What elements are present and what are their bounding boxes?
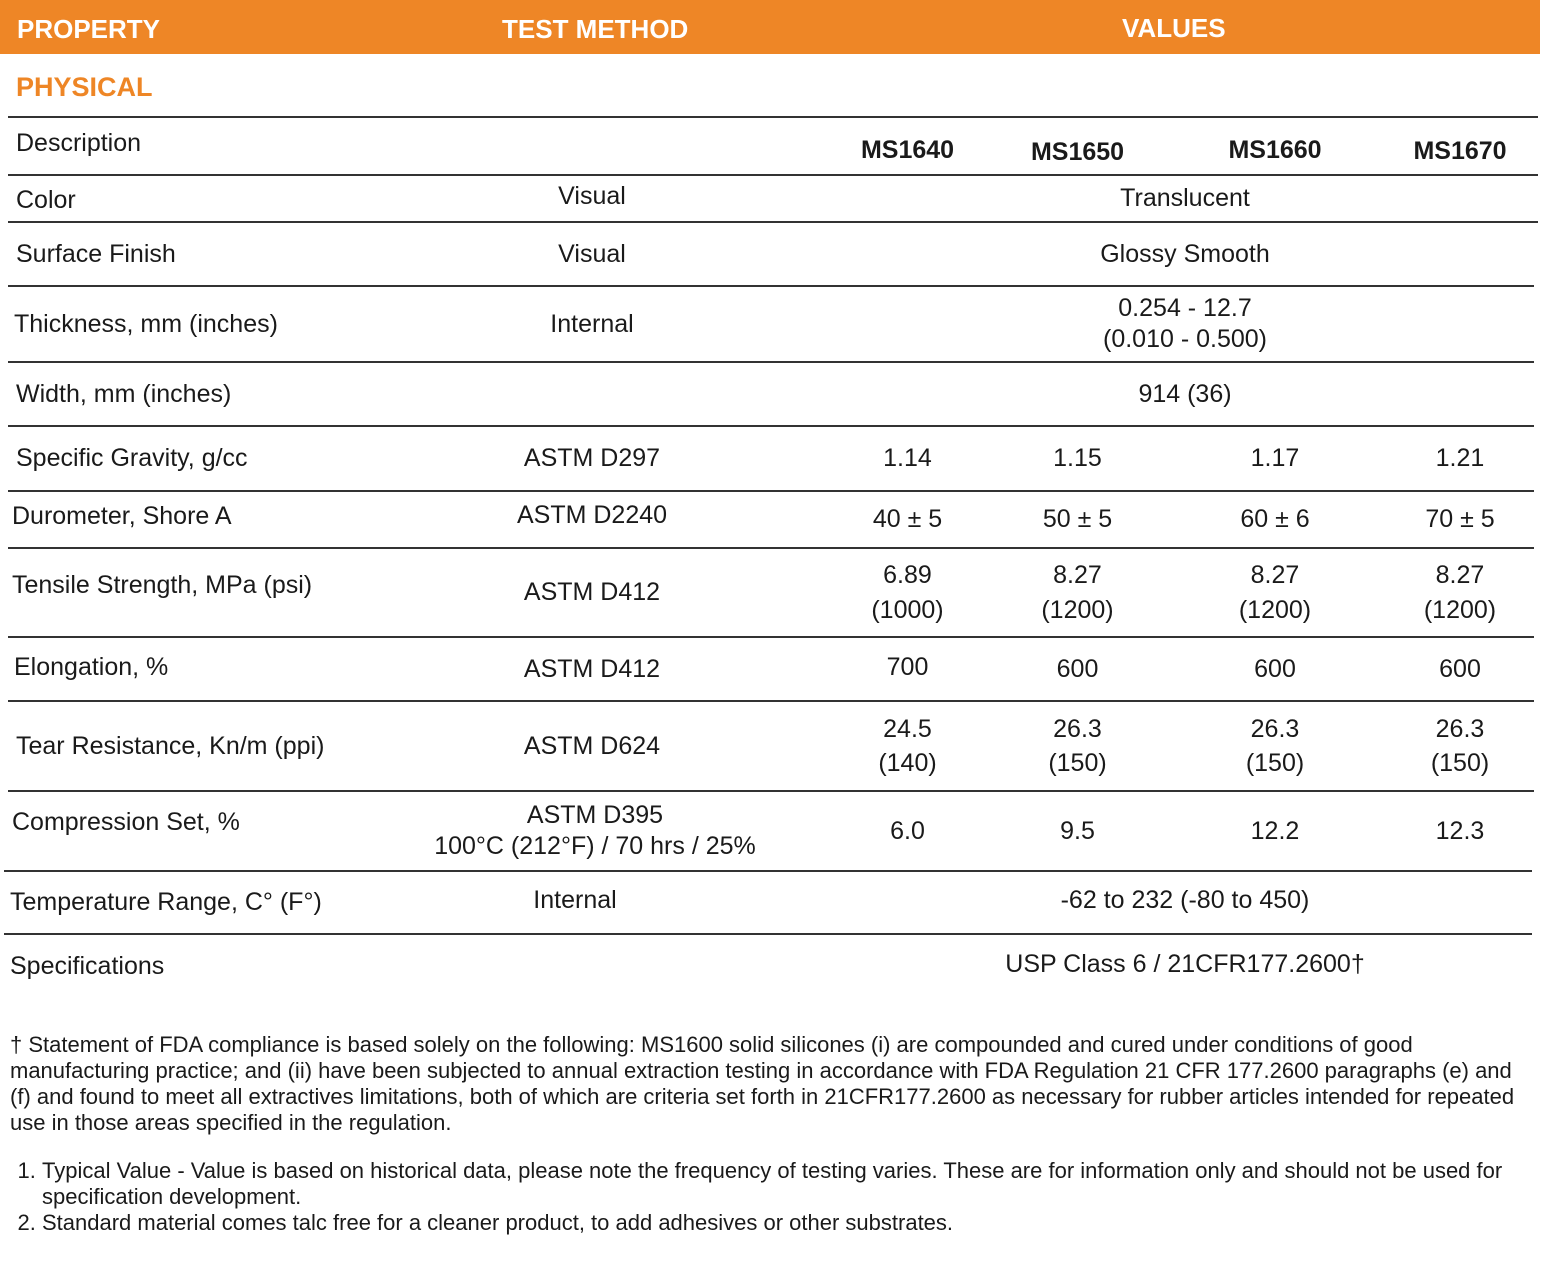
footnotes bbox=[10, 1032, 1534, 1236]
table-row-specific-gravity bbox=[0, 427, 1544, 490]
value-ms1670 bbox=[1390, 702, 1530, 790]
notes-list bbox=[10, 1158, 1534, 1236]
method-line: ASTM D395 bbox=[526, 801, 664, 829]
value-line: 24.5 bbox=[883, 715, 932, 743]
value-line: (0.010 - 0.500) bbox=[1103, 325, 1267, 353]
product-ms1670: MS1670 bbox=[1413, 136, 1507, 165]
test-method: Internal bbox=[533, 886, 617, 914]
value-span bbox=[840, 287, 1530, 361]
value-ms1650: 9.5 bbox=[1060, 816, 1095, 845]
value-ms1660: 600 bbox=[1254, 654, 1296, 683]
product-ms1640: MS1640 bbox=[860, 135, 955, 164]
test-method: Internal bbox=[550, 309, 634, 338]
table-row-temperature-range bbox=[0, 872, 1544, 933]
value-span: USP Class 6 / 21CFR177.2600† bbox=[1005, 949, 1365, 978]
value-line: 8.27 bbox=[1435, 560, 1485, 589]
product-ms1650: MS1650 bbox=[1030, 137, 1125, 166]
note-item: 2. Standard material comes talc free for a cleaner product, to add adhesives or other substrates. bbox=[42, 1210, 1534, 1236]
row-label: Surface Finish bbox=[16, 239, 176, 268]
value-line: (1200) bbox=[1423, 595, 1497, 624]
value-ms1670: 600 bbox=[1439, 654, 1481, 683]
test-method: ASTM D412 bbox=[523, 654, 661, 683]
value-ms1660: 1.17 bbox=[1250, 444, 1300, 472]
table-row-thickness bbox=[0, 287, 1544, 361]
value-line: (1200) bbox=[1041, 595, 1114, 624]
test-method: ASTM D2240 bbox=[516, 501, 668, 529]
value-ms1640: 700 bbox=[886, 652, 929, 681]
value-span: Glossy Smooth bbox=[1100, 239, 1270, 268]
value-line: (1000) bbox=[871, 595, 944, 624]
value-ms1670: 1.21 bbox=[1435, 444, 1485, 472]
value-ms1660 bbox=[1205, 702, 1345, 790]
row-label: Width, mm (inches) bbox=[16, 379, 232, 408]
table-row-specifications bbox=[0, 935, 1544, 997]
row-label: Elongation, % bbox=[14, 652, 169, 681]
value-span: Translucent bbox=[1120, 184, 1250, 212]
value-ms1640: 1.14 bbox=[883, 444, 932, 472]
test-method bbox=[420, 792, 770, 870]
value-line: 6.89 bbox=[883, 560, 932, 589]
value-ms1670 bbox=[1390, 549, 1530, 636]
value-ms1640 bbox=[840, 549, 975, 636]
value-ms1640: 40 ± 5 bbox=[872, 505, 943, 533]
value-span: 914 (36) bbox=[1138, 379, 1232, 408]
table-row-compression-set bbox=[0, 792, 1544, 870]
table-row-width bbox=[0, 363, 1544, 425]
value-line: 26.3 bbox=[1053, 715, 1102, 743]
test-method bbox=[440, 363, 744, 425]
value-ms1650: 600 bbox=[1056, 654, 1099, 683]
row-label: Specifications bbox=[10, 951, 165, 980]
value-line: 8.27 bbox=[1053, 560, 1102, 589]
fda-statement: † Statement of FDA compliance is based solely on the following: MS1600 solid silicones (i) are compounded and cured under conditions of good manufacturing practice; and (ii) have been subjected to annual extraction testing in accordance with FDA Regulation 21 CFR 177.2600 paragraphs (e) and (f) and found to meet all extractives limitations, both of which are criteria set forth in 21CFR177.2600 as necessary for rubber articles intended for repeated use in those areas specified in the regulation. bbox=[10, 1032, 1515, 1135]
row-label: Description bbox=[16, 129, 142, 157]
value-ms1650: 50 ± 5 bbox=[1042, 505, 1113, 533]
value-line: (1200) bbox=[1238, 595, 1312, 624]
row-label: Compression Set, % bbox=[12, 807, 240, 836]
value-line: 26.3 bbox=[1435, 715, 1485, 743]
table-row-tensile-strength bbox=[0, 549, 1544, 636]
row-label: Durometer, Shore A bbox=[12, 502, 232, 530]
value-ms1650 bbox=[1010, 549, 1145, 636]
value-ms1650: 1.15 bbox=[1053, 444, 1102, 472]
value-line: (150) bbox=[1430, 749, 1490, 777]
value-ms1660 bbox=[1205, 549, 1345, 636]
table-row-elongation bbox=[0, 638, 1544, 700]
value-ms1670: 12.3 bbox=[1435, 816, 1485, 845]
table-row-durometer bbox=[0, 492, 1544, 547]
product-ms1660: MS1660 bbox=[1228, 135, 1322, 164]
note-item: 1. Typical Value - Value is based on historical data, please note the frequency of testing varies. These are for information only and should not be used for specification development. bbox=[42, 1158, 1534, 1210]
value-ms1670: 70 ± 5 bbox=[1425, 505, 1495, 533]
table-row-surface-finish bbox=[0, 223, 1544, 285]
test-method: ASTM D412 bbox=[523, 578, 661, 606]
header-values: VALUES bbox=[1122, 13, 1226, 43]
row-label: Specific Gravity, g/cc bbox=[16, 444, 248, 472]
value-line: (150) bbox=[1048, 749, 1107, 777]
row-label: Tear Resistance, Kn/m (ppi) bbox=[16, 731, 325, 760]
test-method: ASTM D297 bbox=[523, 444, 661, 472]
value-line: (140) bbox=[878, 749, 937, 777]
header-test-method: TEST METHOD bbox=[502, 14, 689, 44]
value-line: 26.3 bbox=[1250, 715, 1300, 743]
value-ms1640 bbox=[840, 702, 975, 790]
row-label: Thickness, mm (inches) bbox=[14, 309, 278, 338]
value-ms1660: 60 ± 6 bbox=[1240, 505, 1310, 533]
test-method: Visual bbox=[558, 182, 626, 210]
row-label: Color bbox=[16, 186, 76, 214]
table-header bbox=[0, 0, 1540, 54]
method-line: 100°C (212°F) / 70 hrs / 25% bbox=[434, 832, 756, 860]
test-method: ASTM D624 bbox=[523, 731, 661, 760]
value-line: 0.254 - 12.7 bbox=[1118, 294, 1252, 322]
table-row-description bbox=[0, 118, 1544, 174]
value-ms1650 bbox=[1010, 702, 1145, 790]
test-method: Visual bbox=[558, 239, 626, 268]
table-row-tear-resistance bbox=[0, 702, 1544, 790]
value-ms1660: 12.2 bbox=[1250, 816, 1300, 845]
row-label: Temperature Range, C° (F°) bbox=[10, 888, 322, 916]
table-row-color bbox=[0, 176, 1544, 221]
row-label: Tensile Strength, MPa (psi) bbox=[12, 571, 313, 599]
value-line: (150) bbox=[1245, 749, 1305, 777]
value-line: 8.27 bbox=[1250, 560, 1300, 589]
value-ms1640: 6.0 bbox=[890, 816, 925, 845]
section-title: PHYSICAL bbox=[16, 72, 153, 102]
header-property: PROPERTY bbox=[17, 14, 161, 44]
value-span: -62 to 232 (-80 to 450) bbox=[1060, 886, 1310, 914]
